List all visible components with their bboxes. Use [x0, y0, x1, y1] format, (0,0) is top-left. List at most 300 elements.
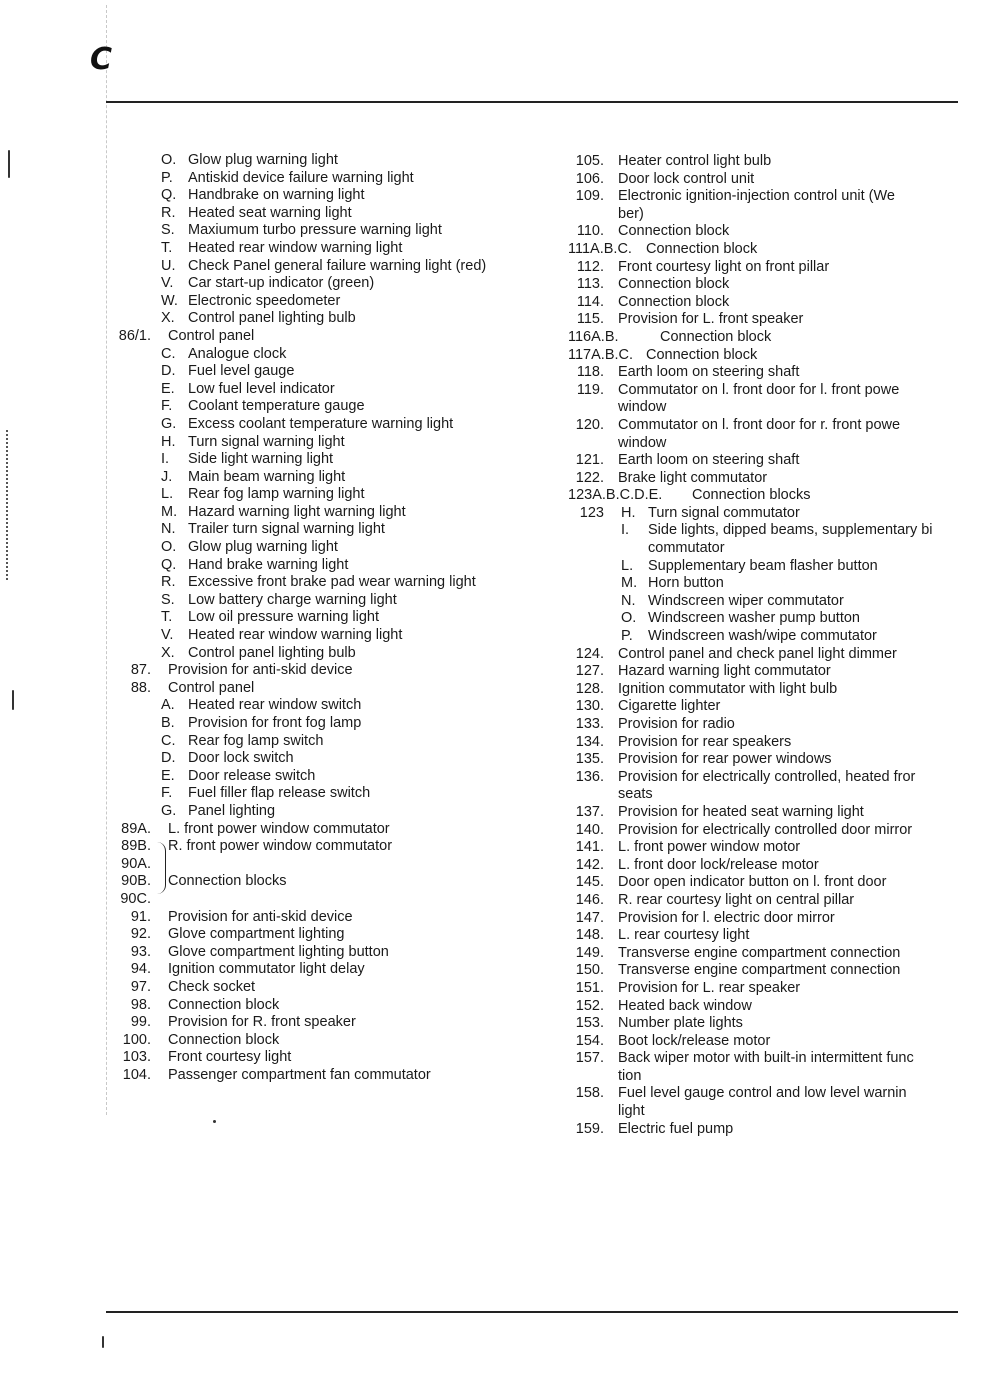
- item-number: 91.: [130, 908, 151, 925]
- item-number: 128.: [575, 680, 604, 697]
- item-number: 159.: [575, 1120, 604, 1137]
- item-description: Fuel level gauge control and low level warnin: [618, 1085, 907, 1102]
- item-description: Provision for anti-skid device: [168, 662, 353, 679]
- legend-row: [108, 504, 538, 522]
- item-description: L. front power window commutator: [168, 820, 390, 837]
- item-number: 135.: [575, 751, 604, 768]
- sub-letter: D.: [161, 363, 176, 380]
- item-number: 88.: [130, 679, 151, 696]
- sub-letter: X.: [161, 644, 175, 661]
- right-legend-column: [568, 153, 958, 1138]
- item-description: ber): [618, 205, 644, 222]
- item-number: 158.: [575, 1085, 604, 1102]
- item-description: Back wiper motor with built-in intermittent func: [618, 1050, 914, 1067]
- item-description: Excess coolant temperature warning light: [188, 415, 454, 432]
- legend-row: [568, 153, 958, 171]
- item-description: Electronic ignition-injection control unit (We: [618, 188, 895, 205]
- item-description: Provision for R. front speaker: [168, 1014, 356, 1031]
- sub-letter: G.: [161, 802, 177, 819]
- item-number: 103.: [122, 1049, 151, 1066]
- item-description: Transverse engine compartment connection: [618, 962, 901, 979]
- legend-row: [108, 346, 538, 364]
- legend-row: [108, 557, 538, 575]
- legend-row: [568, 241, 958, 259]
- item-number: 123A.B.C.D.E.: [568, 487, 663, 504]
- item-number: 111A.B.C.: [568, 240, 632, 257]
- item-description: Number plate lights: [618, 1015, 743, 1032]
- legend-row: [568, 628, 958, 646]
- legend-row: [568, 1103, 958, 1121]
- sub-letter: Q.: [161, 187, 177, 204]
- item-number: 133.: [575, 716, 604, 732]
- item-description: R. rear courtesy light on central pillar: [618, 891, 855, 908]
- item-description: Hazard warning light warning light: [188, 503, 406, 520]
- item-description: Maxiumum turbo pressure warning light: [188, 222, 442, 239]
- legend-row: [108, 627, 538, 645]
- item-description: Low oil pressure warning light: [188, 609, 380, 626]
- legend-row: [108, 997, 538, 1015]
- sub-letter: I.: [621, 522, 630, 539]
- item-description: Electronic speedometer: [188, 292, 341, 309]
- legend-row: [568, 575, 958, 593]
- item-description: Hand brake warning light: [188, 556, 349, 573]
- sub-letter: L.: [621, 557, 634, 574]
- binding-margin-line: [106, 5, 107, 1115]
- sub-letter: L.: [161, 486, 174, 503]
- legend-row: [568, 892, 958, 910]
- item-description: window: [618, 434, 667, 451]
- legend-row: [568, 399, 958, 417]
- legend-row: [108, 152, 538, 170]
- legend-row: [568, 540, 958, 558]
- item-description: Door release switch: [188, 767, 316, 784]
- item-number: 97.: [130, 978, 151, 995]
- item-description: Earth loom on steering shaft: [618, 452, 800, 469]
- item-number: 141.: [575, 839, 604, 856]
- item-description: Ignition commutator with light bulb: [618, 680, 838, 697]
- legend-row: [108, 1032, 538, 1050]
- legend-row: [568, 417, 958, 435]
- item-description: Heated seat warning light: [188, 204, 352, 221]
- item-description: L. front power window motor: [618, 839, 801, 856]
- legend-row: [108, 1067, 538, 1085]
- item-number: 87.: [130, 662, 151, 679]
- item-number: 86/1.: [118, 327, 151, 344]
- legend-row: [108, 521, 538, 539]
- footer-rule: [106, 1311, 958, 1313]
- legend-row: [568, 171, 958, 189]
- item-description: Ignition commutator light delay: [168, 961, 365, 978]
- legend-row: [108, 1049, 538, 1067]
- legend-row: [108, 803, 538, 821]
- legend-row: [108, 416, 538, 434]
- legend-row: [568, 188, 958, 206]
- item-description: Windscreen wash/wipe commutator: [648, 628, 877, 645]
- legend-row: [108, 697, 538, 715]
- legend-row: [108, 733, 538, 751]
- sub-letter: R.: [161, 204, 176, 221]
- legend-row: [108, 398, 538, 416]
- item-number: 92.: [130, 926, 151, 943]
- legend-row: [108, 821, 538, 839]
- header-rule: [106, 101, 958, 103]
- legend-row: [568, 927, 958, 945]
- sub-letter: D.: [161, 750, 176, 767]
- scan-mark: [8, 150, 10, 178]
- legend-row: [568, 1015, 958, 1033]
- item-number: 89A.: [121, 820, 151, 837]
- item-number: 145.: [575, 874, 604, 891]
- legend-row: [568, 910, 958, 928]
- legend-row: [108, 469, 538, 487]
- legend-row: [108, 961, 538, 979]
- legend-row: [108, 1014, 538, 1032]
- item-description: Provision for rear power windows: [618, 751, 832, 768]
- item-description: tion: [618, 1067, 642, 1084]
- item-description: Provision for radio: [618, 716, 735, 732]
- sub-letter: H.: [161, 433, 176, 450]
- scan-mark: [12, 690, 14, 710]
- legend-row: [108, 609, 538, 627]
- item-description: Control panel: [168, 327, 255, 344]
- legend-row: [568, 223, 958, 241]
- item-number: 100.: [122, 1031, 151, 1048]
- legend-row: [568, 716, 958, 734]
- legend-row: [108, 979, 538, 997]
- sub-letter: E.: [161, 767, 175, 784]
- item-description: Provision for L. rear speaker: [618, 979, 801, 996]
- item-description: Door open indicator button on l. front door: [618, 874, 887, 891]
- sub-letter: M.: [621, 575, 638, 592]
- item-number: 149.: [575, 944, 604, 961]
- item-description: Door lock control unit: [618, 170, 755, 187]
- sub-letter: V.: [161, 627, 174, 644]
- legend-row: [568, 294, 958, 312]
- legend-row: [568, 839, 958, 857]
- legend-row: [568, 1068, 958, 1086]
- legend-row: [568, 593, 958, 611]
- sub-letter: P.: [161, 169, 173, 186]
- item-number: 157.: [575, 1050, 604, 1067]
- legend-row: [568, 945, 958, 963]
- item-number: 148.: [575, 927, 604, 944]
- left-legend-column: [108, 152, 538, 1084]
- legend-row: [108, 310, 538, 328]
- legend-row: [568, 751, 958, 769]
- legend-row: [568, 681, 958, 699]
- item-description: Heater control light bulb: [618, 153, 772, 169]
- scan-mark: [102, 1336, 104, 1348]
- legend-row: [568, 698, 958, 716]
- item-description: Provision for l. electric door mirror: [618, 909, 835, 926]
- legend-row: [568, 329, 958, 347]
- item-description: Earth loom on steering shaft: [618, 364, 800, 381]
- sub-letter: C.: [161, 732, 176, 749]
- item-number: 142.: [575, 856, 604, 873]
- legend-row: [108, 275, 538, 293]
- item-description: Brake light commutator: [618, 469, 768, 486]
- item-description: Control panel and check panel light dimmer: [618, 645, 897, 662]
- item-number: 140.: [575, 821, 604, 838]
- item-description: L. front door lock/release motor: [618, 856, 819, 873]
- sub-letter: S.: [161, 222, 175, 239]
- item-description: Windscreen wiper commutator: [648, 592, 844, 609]
- item-description: Front courtesy light: [168, 1049, 292, 1066]
- legend-row: [568, 558, 958, 576]
- legend-row: [568, 505, 958, 523]
- legend-row: [108, 205, 538, 223]
- legend-row: [568, 998, 958, 1016]
- item-description: Check socket: [168, 978, 256, 995]
- legend-row: [568, 822, 958, 840]
- legend-row: [108, 240, 538, 258]
- item-description: Control panel lighting bulb: [188, 310, 356, 327]
- item-number: 112.: [576, 258, 604, 275]
- sub-letter: F.: [161, 398, 173, 415]
- scan-mark: [6, 430, 30, 580]
- legend-row: [568, 769, 958, 787]
- legend-row: [108, 873, 538, 891]
- item-description: Heated rear window warning light: [188, 627, 403, 644]
- legend-row: [568, 452, 958, 470]
- item-number: 115.: [576, 311, 604, 328]
- legend-row: [108, 856, 538, 874]
- item-description: Transverse engine compartment connection: [618, 944, 901, 961]
- legend-row: [568, 646, 958, 664]
- legend-row: [568, 980, 958, 998]
- legend-row: [568, 786, 958, 804]
- sub-letter: O.: [621, 610, 637, 627]
- legend-row: [108, 381, 538, 399]
- item-description: Boot lock/release motor: [618, 1032, 771, 1049]
- legend-row: [108, 680, 538, 698]
- sub-letter: N.: [621, 592, 636, 609]
- legend-row: [108, 434, 538, 452]
- legend-row: [568, 804, 958, 822]
- item-number: 118.: [576, 364, 604, 381]
- legend-row: [108, 258, 538, 276]
- legend-row: [108, 574, 538, 592]
- item-number: 152.: [575, 997, 604, 1014]
- item-description: Connection blocks: [692, 487, 811, 504]
- legend-row: [108, 891, 538, 909]
- item-number: 137.: [575, 803, 604, 820]
- item-description: Connection block: [168, 996, 280, 1013]
- item-description: Commutator on l. front door for r. front powe: [618, 416, 901, 433]
- legend-row: [568, 857, 958, 875]
- item-number: 90C.: [120, 890, 151, 907]
- item-description: Provision for rear speakers: [618, 733, 792, 750]
- legend-row: [568, 259, 958, 277]
- item-description: window: [618, 399, 667, 416]
- item-description: Glow plug warning light: [188, 539, 338, 556]
- item-description: Fuel level gauge: [188, 363, 295, 380]
- sub-letter: O.: [161, 152, 177, 168]
- item-number: 109.: [575, 188, 604, 205]
- legend-row: [108, 486, 538, 504]
- item-description: Hazard warning light commutator: [618, 663, 831, 680]
- legend-row: [568, 663, 958, 681]
- legend-row: [568, 1085, 958, 1103]
- item-description: Panel lighting: [188, 802, 276, 819]
- legend-row: [108, 909, 538, 927]
- item-description: Side light warning light: [188, 451, 334, 468]
- item-description: Antiskid device failure warning light: [188, 169, 414, 186]
- sub-letter: X.: [161, 310, 175, 327]
- item-description: Glow plug warning light: [188, 152, 338, 168]
- item-description: Main beam warning light: [188, 468, 346, 485]
- sub-letter: T.: [161, 239, 173, 256]
- sub-letter: V.: [161, 275, 174, 292]
- item-description: Control panel: [168, 679, 255, 696]
- item-description: Rear fog lamp switch: [188, 732, 324, 749]
- item-number: 146.: [575, 891, 604, 908]
- item-description: Control panel lighting bulb: [188, 644, 356, 661]
- item-number: 105.: [575, 153, 604, 169]
- item-description: commutator: [648, 540, 725, 557]
- item-description: Heated rear window warning light: [188, 239, 403, 256]
- sub-letter: O.: [161, 539, 177, 556]
- legend-row: [108, 785, 538, 803]
- item-description: Commutator on l. front door for l. front powe: [618, 381, 900, 398]
- item-description: Car start-up indicator (green): [188, 275, 375, 292]
- item-description: Connection block: [618, 223, 730, 240]
- item-description: Connection blocks: [168, 873, 287, 890]
- legend-row: [108, 328, 538, 346]
- sub-letter: A.: [161, 697, 175, 714]
- sub-letter: Q.: [161, 556, 177, 573]
- sub-letter: H.: [621, 504, 636, 521]
- legend-row: [568, 610, 958, 628]
- item-description: Provision for electrically controlled, heated fror: [618, 768, 916, 785]
- item-number: 99.: [130, 1014, 151, 1031]
- legend-row: [568, 1121, 958, 1139]
- item-number: 110.: [576, 223, 604, 240]
- sub-letter: C.: [161, 345, 176, 362]
- item-description: Passenger compartment fan commutator: [168, 1066, 431, 1083]
- item-description: Excessive front brake pad wear warning light: [188, 574, 476, 591]
- item-description: L. rear courtesy light: [618, 927, 750, 944]
- item-number: 121.: [575, 452, 604, 469]
- item-description: Electric fuel pump: [618, 1120, 734, 1137]
- item-number: 124.: [575, 645, 604, 662]
- item-number: 90B.: [121, 873, 151, 890]
- item-description: Door lock switch: [188, 750, 294, 767]
- legend-row: [108, 838, 538, 856]
- item-number: 154.: [575, 1032, 604, 1049]
- legend-row: [108, 592, 538, 610]
- sub-letter: F.: [161, 785, 173, 802]
- item-number: 106.: [575, 170, 604, 187]
- legend-row: [568, 276, 958, 294]
- sub-letter: U.: [161, 257, 176, 274]
- item-number: 136.: [575, 768, 604, 785]
- item-description: Low fuel level indicator: [188, 380, 335, 397]
- item-description: Connection block: [646, 240, 758, 257]
- legend-row: [568, 874, 958, 892]
- item-description: Provision for L. front speaker: [618, 311, 804, 328]
- item-number: 94.: [130, 961, 151, 978]
- item-number: 93.: [130, 943, 151, 960]
- item-description: Provision for anti-skid device: [168, 908, 353, 925]
- item-number: 147.: [575, 909, 604, 926]
- item-number: 113.: [576, 276, 604, 293]
- legend-row: [568, 734, 958, 752]
- legend-row: [568, 382, 958, 400]
- legend-row: [108, 187, 538, 205]
- item-description: Low battery charge warning light: [188, 591, 397, 608]
- sub-letter: R.: [161, 574, 176, 591]
- legend-row: [108, 768, 538, 786]
- item-number: 134.: [575, 733, 604, 750]
- item-description: Connection block: [168, 1031, 280, 1048]
- legend-row: [108, 750, 538, 768]
- legend-row: [108, 926, 538, 944]
- scan-mark: [213, 1120, 216, 1123]
- item-number: 151.: [575, 979, 604, 996]
- item-description: Provision for front fog lamp: [188, 715, 362, 731]
- legend-row: [568, 435, 958, 453]
- sub-letter: W.: [161, 292, 178, 309]
- item-description: Connection block: [618, 293, 730, 310]
- legend-row: [108, 539, 538, 557]
- sub-letter: E.: [161, 380, 175, 397]
- item-description: Connection block: [646, 346, 758, 363]
- item-number: 98.: [130, 996, 151, 1013]
- item-description: Cigarette lighter: [618, 698, 721, 715]
- legend-row: [108, 944, 538, 962]
- sub-letter: M.: [161, 503, 178, 520]
- item-number: 104.: [122, 1066, 151, 1083]
- sub-letter: J.: [161, 468, 173, 485]
- item-description: Glove compartment lighting: [168, 926, 345, 943]
- item-description: Provision for heated seat warning light: [618, 803, 864, 820]
- item-description: Front courtesy light on front pillar: [618, 258, 830, 275]
- item-number: 130.: [575, 698, 604, 715]
- item-description: Trailer turn signal warning light: [188, 521, 385, 538]
- item-description: Rear fog lamp warning light: [188, 486, 365, 503]
- legend-row: [568, 1050, 958, 1068]
- item-number: 116A.B.: [568, 328, 619, 345]
- legend-row: [568, 311, 958, 329]
- sub-letter: T.: [161, 609, 173, 626]
- legend-row: [568, 487, 958, 505]
- item-number: 123: [579, 504, 604, 521]
- legend-row: [108, 293, 538, 311]
- item-description: Check Panel general failure warning light (red): [188, 257, 487, 274]
- item-number: 117A.B.C.: [568, 346, 634, 363]
- legend-row: [108, 645, 538, 663]
- legend-row: [568, 470, 958, 488]
- item-description: Fuel filler flap release switch: [188, 785, 371, 802]
- legend-row: [108, 170, 538, 188]
- legend-row: [568, 206, 958, 224]
- item-description: Provision for electrically controlled door mirror: [618, 821, 913, 838]
- legend-row: [568, 364, 958, 382]
- sub-letter: B.: [161, 715, 175, 731]
- item-description: Connection block: [618, 276, 730, 293]
- item-number: 89B.: [121, 838, 151, 855]
- item-number: 122.: [575, 469, 604, 486]
- item-description: Heated rear window switch: [188, 697, 362, 714]
- item-description: Side lights, dipped beams, supplementary bi: [648, 522, 933, 539]
- item-description: Handbrake on warning light: [188, 187, 365, 204]
- item-description: Turn signal commutator: [648, 504, 800, 521]
- legend-row: [568, 522, 958, 540]
- sub-letter: G.: [161, 415, 177, 432]
- legend-row: [568, 962, 958, 980]
- item-number: 90A.: [121, 855, 151, 872]
